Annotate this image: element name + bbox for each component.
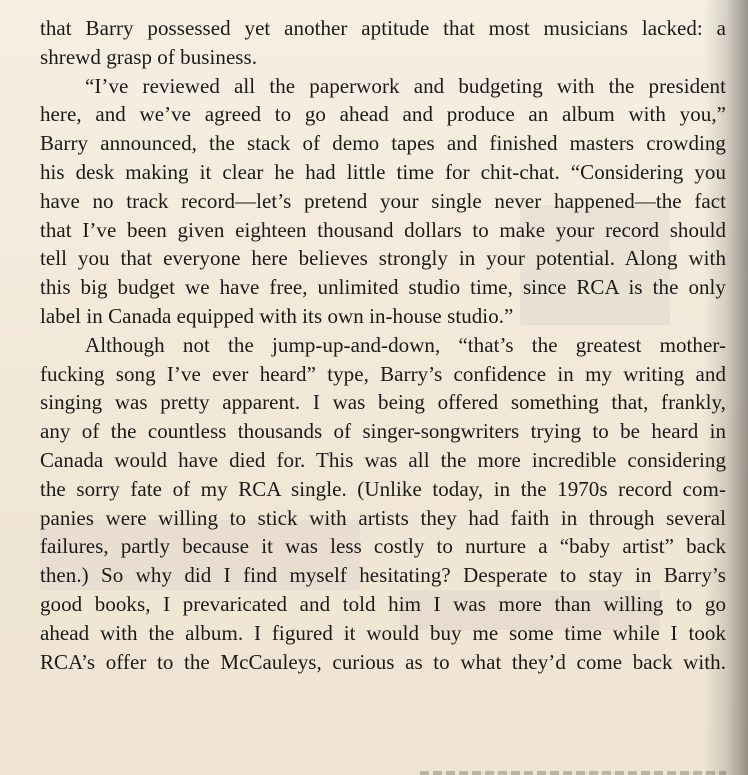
text-line: that Barry possessed yet another aptitude that most musicians lacked: a (40, 16, 726, 40)
body-text (40, 14, 726, 676)
text-line: Canada would have died for. This was all the more incredible considering (40, 447, 726, 472)
text-line: Although not the jump-up-and-down, “that’s the greatest mother- (85, 332, 726, 357)
text-line: then.) So why did I find myself hesitating? Desperate to stay in Barry’s (40, 563, 726, 588)
text-line: have no track record—let’s pretend your single never happened—the fact (40, 188, 726, 213)
text-line: label in Canada equipped with its own in-house studio.” (40, 303, 514, 328)
text-line: fucking song I’ve ever heard” type, Barry’s confidence in my writing and (40, 361, 726, 386)
text-line: singing was pretty apparent. I was being offered something that, frankly, (40, 390, 726, 415)
text-line: his desk making it clear he had little time for chit-chat. “Considering you (40, 159, 726, 184)
text-line: here, and we’ve agreed to go ahead and produce an album with you,” (40, 102, 726, 127)
text-line: the sorry fate of my RCA single. (Unlike today, in the 1970s record com- (40, 476, 726, 501)
paragraph-3 (40, 331, 726, 677)
text-line: failures, partly because it was less costly to nurture a “baby artist” back (40, 534, 726, 559)
text-line: this big budget we have free, unlimited studio time, since RCA is the only (40, 275, 726, 300)
text-line: panies were willing to stick with artists they had faith in through several (40, 505, 726, 530)
text-line: shrewd grasp of business. (40, 44, 258, 69)
paragraph-1 (40, 14, 726, 72)
text-line: tell you that everyone here believes strongly in your potential. Along with (40, 246, 726, 271)
text-line: that I’ve been given eighteen thousand dollars to make your record should (40, 217, 726, 242)
text-line: Barry announced, the stack of demo tapes and finished masters crowding (40, 131, 726, 156)
text-line: RCA’s offer to the McCauleys, curious as to what they’d come back with. (40, 649, 726, 674)
text-line: any of the countless thousands of singer-songwriters trying to be heard in (40, 419, 726, 444)
text-line: good books, I prevaricated and told him I was more than willing to go (40, 591, 726, 616)
text-line: ahead with the album. I figured it would buy me some time while I took (40, 620, 726, 645)
paragraph-2 (40, 72, 726, 331)
cropped-next-line (40, 762, 726, 775)
text-line: “I’ve reviewed all the paperwork and budgeting with the president (85, 73, 726, 98)
